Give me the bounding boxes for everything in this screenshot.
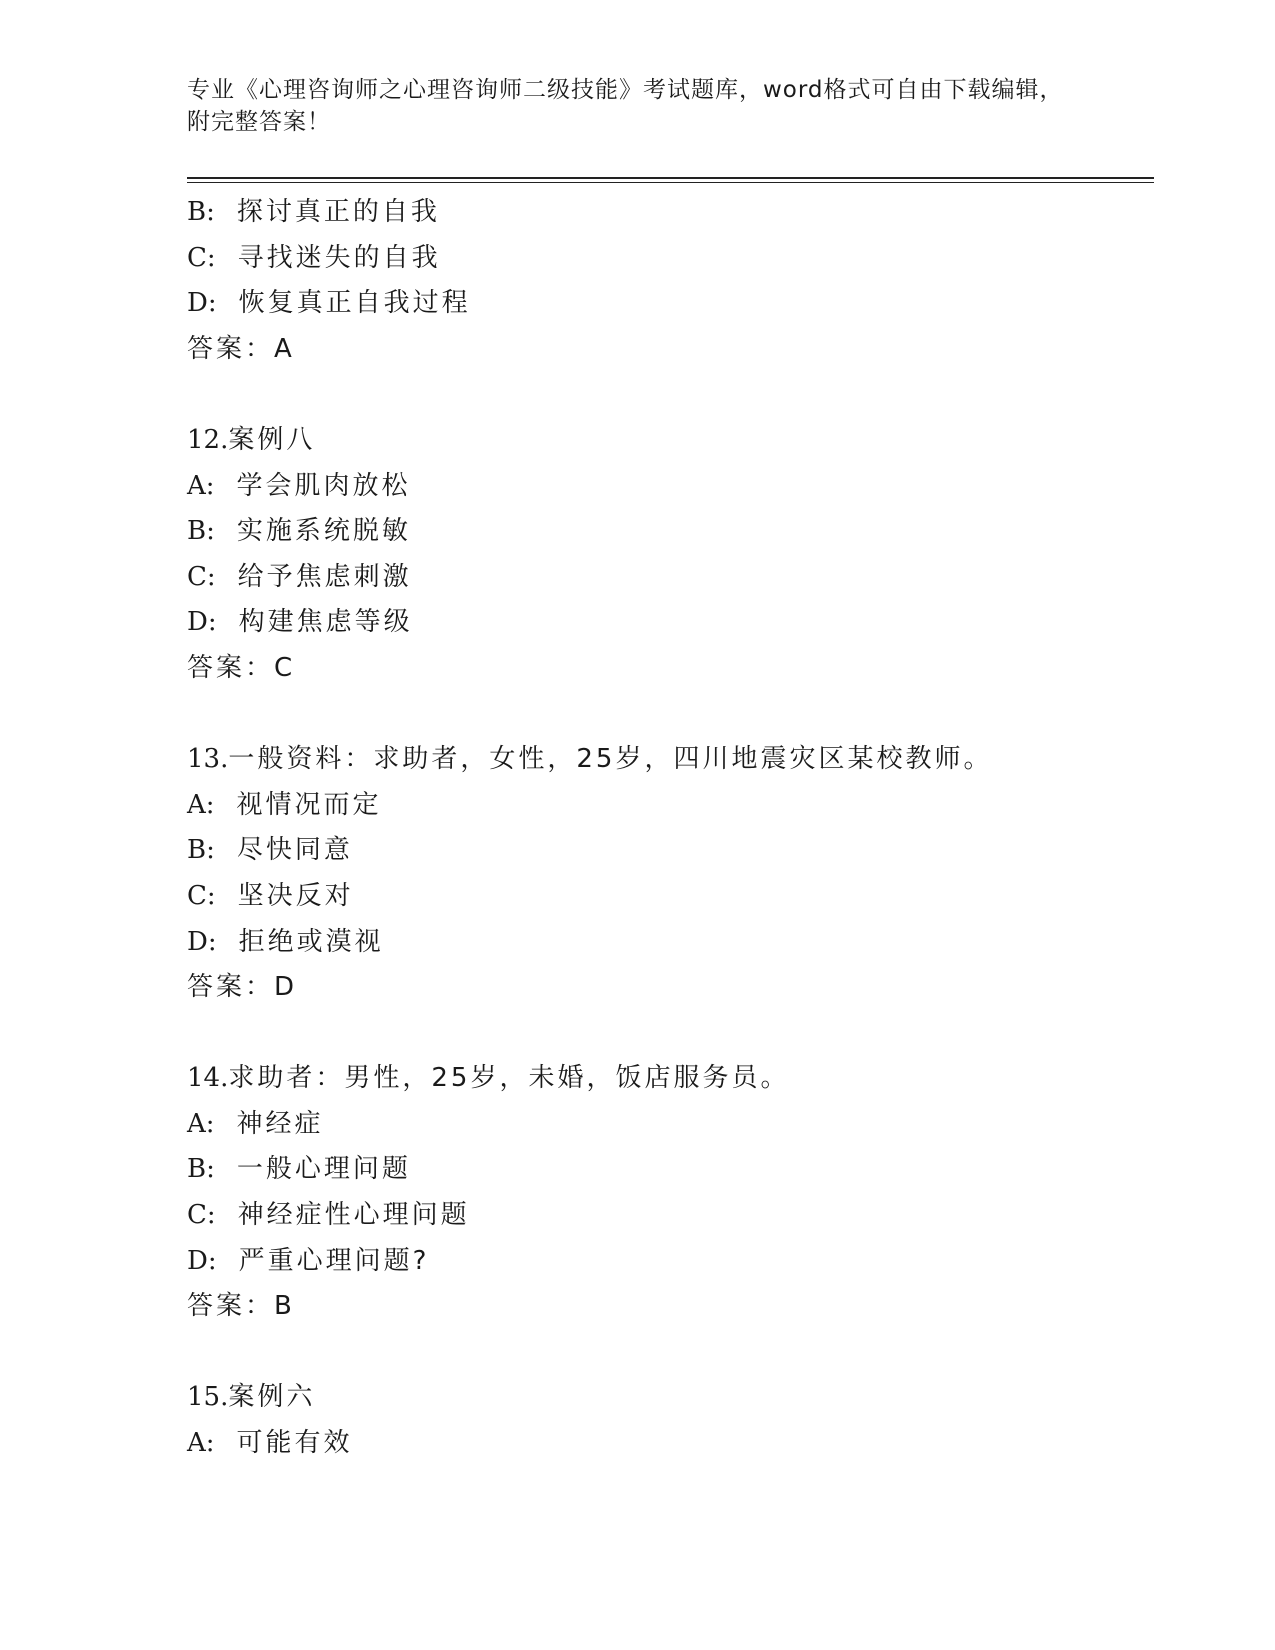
- option-key: C:: [187, 561, 216, 592]
- answer-line: 答案：C: [187, 652, 296, 683]
- option-line: [187, 1239, 1154, 1285]
- option-text: 严重心理问题?: [238, 1245, 430, 1276]
- option-line: [187, 1147, 1154, 1193]
- question-text: 案例八: [228, 424, 316, 455]
- option-line: [187, 783, 1154, 829]
- answer-line: 答案：A: [187, 333, 295, 364]
- question-stem: [187, 418, 1154, 464]
- option-text: 一般心理问题: [236, 1154, 411, 1185]
- option-line: [187, 1102, 1154, 1148]
- option-key: D:: [187, 1245, 217, 1276]
- option-text: 视情况而定: [236, 789, 382, 820]
- option-key: A:: [187, 1108, 215, 1139]
- question-list: [187, 190, 1154, 1467]
- option-line: [187, 874, 1154, 920]
- option-key: A:: [187, 1428, 215, 1459]
- option-line: [187, 1421, 1154, 1467]
- option-text: 可能有效: [236, 1428, 353, 1459]
- option-line: [187, 920, 1154, 966]
- question-text: 案例六: [228, 1382, 316, 1413]
- option-key: C:: [187, 1200, 216, 1231]
- question-stem: [187, 1375, 1154, 1421]
- option-text: 拒绝或漠视: [238, 926, 384, 957]
- option-key: A:: [187, 789, 215, 820]
- option-line: [187, 1193, 1154, 1239]
- question-number: 12.: [187, 424, 229, 455]
- option-line: [187, 190, 1154, 236]
- answer-line: 答案：D: [187, 972, 298, 1003]
- option-key: B:: [187, 197, 215, 227]
- option-key: A:: [187, 470, 215, 501]
- option-line: [187, 464, 1154, 510]
- option-text: 神经症性心理问题: [237, 1200, 470, 1231]
- header-rule-thick: [187, 177, 1154, 179]
- option-text: 构建焦虑等级: [238, 607, 413, 638]
- option-line: [187, 555, 1154, 601]
- option-text: 给予焦虑刺激: [237, 561, 412, 592]
- question-stem: [187, 1056, 1154, 1102]
- option-line: [187, 509, 1154, 555]
- option-key: D:: [187, 288, 217, 319]
- option-text: 探讨真正的自我: [236, 197, 440, 227]
- option-text: 学会肌肉放松: [236, 470, 411, 501]
- option-key: D:: [187, 926, 217, 957]
- option-line: [187, 281, 1154, 327]
- option-key: C:: [187, 242, 216, 273]
- option-key: B:: [187, 516, 215, 547]
- question-number: 14.: [187, 1063, 229, 1094]
- header-rule-thin: [187, 182, 1154, 183]
- option-line: [187, 236, 1154, 282]
- option-key: B:: [187, 835, 215, 866]
- option-key: C:: [187, 880, 216, 911]
- document-header: 专业《心理咨询师之心理咨询师二级技能》考试题库，word格式可自由下载编辑，附完整答案！: [187, 77, 1064, 135]
- option-text: 实施系统脱敏: [236, 516, 411, 547]
- option-line: [187, 600, 1154, 646]
- option-text: 神经症: [236, 1108, 324, 1139]
- option-text: 尽快同意: [236, 835, 353, 866]
- option-line: [187, 828, 1154, 874]
- option-text: 寻找迷失的自我: [237, 242, 441, 273]
- question-number: 15.: [187, 1382, 229, 1413]
- option-key: D:: [187, 607, 217, 638]
- question-stem: [187, 737, 1154, 783]
- option-text: 恢复真正自我过程: [238, 288, 471, 319]
- question-number: 13.: [187, 744, 229, 775]
- question-text: 求助者：男性，25岁，未婚，饭店服务员。: [228, 1063, 790, 1094]
- option-text: 坚决反对: [237, 880, 354, 911]
- answer-line: 答案：B: [187, 1291, 295, 1322]
- option-key: B:: [187, 1154, 215, 1185]
- question-text: 一般资料：求助者，女性，25岁，四川地震灾区某校教师。: [228, 744, 993, 775]
